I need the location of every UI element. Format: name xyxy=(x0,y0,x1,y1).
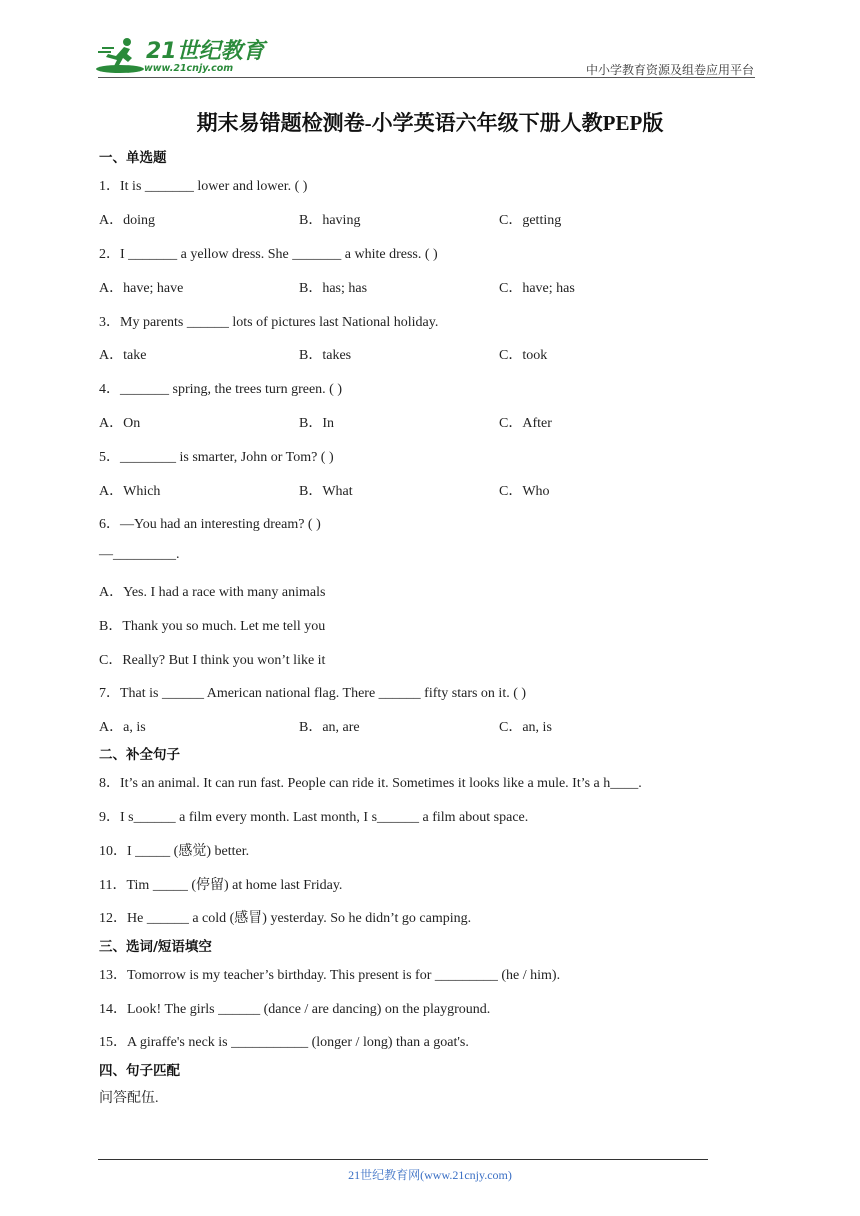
question-9: 9．I s______ a film every month. Last month, I s______ a film about space. xyxy=(99,810,529,825)
page-header xyxy=(0,0,860,80)
question-5-option-b: B．What xyxy=(299,484,353,499)
question-5: 5．________ is smarter, John or Tom? ( ) xyxy=(99,450,334,465)
question-1-option-b: B．having xyxy=(299,213,361,228)
question-6-option-c: C．Really? But I think you won’t like it xyxy=(99,653,326,668)
question-5-option-a: A．Which xyxy=(99,484,161,499)
section-heading-1: 一、单选题 xyxy=(99,150,167,166)
question-13: 13．Tomorrow is my teacher’s birthday. This present is for _________ (he / him). xyxy=(99,968,561,983)
question-7-option-b: B．an, are xyxy=(299,720,360,735)
header-divider xyxy=(98,77,755,78)
question-2: 2．I _______ a yellow dress. She _______ a white dress. ( ) xyxy=(99,247,438,262)
footer-divider xyxy=(98,1159,708,1160)
question-7-option-a: A．a, is xyxy=(99,720,146,735)
section-heading-2: 二、补全句子 xyxy=(99,747,180,763)
question-12: 12．He ______ a cold (感冒) yesterday. So he didn’t go camping. xyxy=(99,911,472,926)
question-4-option-a: A．On xyxy=(99,416,141,431)
question-1: 1．It is _______ lower and lower. ( ) xyxy=(99,179,308,194)
question-4-option-b: B．In xyxy=(299,416,334,431)
question-7-option-c: C．an, is xyxy=(499,720,552,735)
question-1-option-a: A．doing xyxy=(99,213,155,228)
footer-link[interactable]: 21世纪教育网(www.21cnjy.com) xyxy=(348,1168,512,1182)
question-3-option-c: C．took xyxy=(499,348,548,363)
page-title: 期末易错题检测卷-小学英语六年级下册人教PEP版 xyxy=(196,111,664,135)
logo-title: 21世纪教育 xyxy=(146,39,265,64)
runner-logo-icon xyxy=(94,36,146,76)
question-3-option-a: A．take xyxy=(99,348,147,363)
question-2-option-a: A．have; have xyxy=(99,281,184,296)
section-heading-4: 四、句子匹配 xyxy=(99,1063,180,1079)
question-1-option-c: C．getting xyxy=(499,213,562,228)
question-6: 6．—You had an interesting dream? ( ) xyxy=(99,517,321,532)
question-4-option-c: C．After xyxy=(499,416,552,431)
section-4-instruction: 问答配伍. xyxy=(99,1091,159,1106)
header-platform-text: 中小学教育资源及组卷应用平台 xyxy=(585,63,754,77)
site-logo xyxy=(94,36,265,80)
question-6-answer-blank: —_________. xyxy=(99,547,180,562)
question-6-option-b: B．Thank you so much. Let me tell you xyxy=(99,619,326,634)
question-15: 15．A giraffe's neck is ___________ (longer / long) than a goat's. xyxy=(99,1035,469,1050)
question-7: 7．That is ______ American national flag. There ______ fifty stars on it. ( ) xyxy=(99,686,527,701)
question-3-option-b: B．takes xyxy=(299,348,352,363)
logo-url: www.21cnjy.com xyxy=(144,63,234,74)
question-2-option-b: B．has; has xyxy=(299,281,368,296)
question-2-option-c: C．have; has xyxy=(499,281,575,296)
question-3: 3．My parents ______ lots of pictures last National holiday. xyxy=(99,315,439,330)
question-11: 11．Tim _____ (停留) at home last Friday. xyxy=(99,878,343,893)
section-heading-3: 三、选词/短语填空 xyxy=(99,939,212,955)
question-10: 10．I _____ (感觉) better. xyxy=(99,844,250,859)
question-14: 14．Look! The girls ______ (dance / are dancing) on the playground. xyxy=(99,1002,491,1017)
question-4: 4．_______ spring, the trees turn green. ( ) xyxy=(99,382,342,397)
question-6-option-a: A．Yes. I had a race with many animals xyxy=(99,585,326,600)
question-8: 8．It’s an animal. It can run fast. People can ride it. Sometimes it looks like a mule. It’s a h____. xyxy=(99,776,642,791)
question-5-option-c: C．Who xyxy=(499,484,550,499)
